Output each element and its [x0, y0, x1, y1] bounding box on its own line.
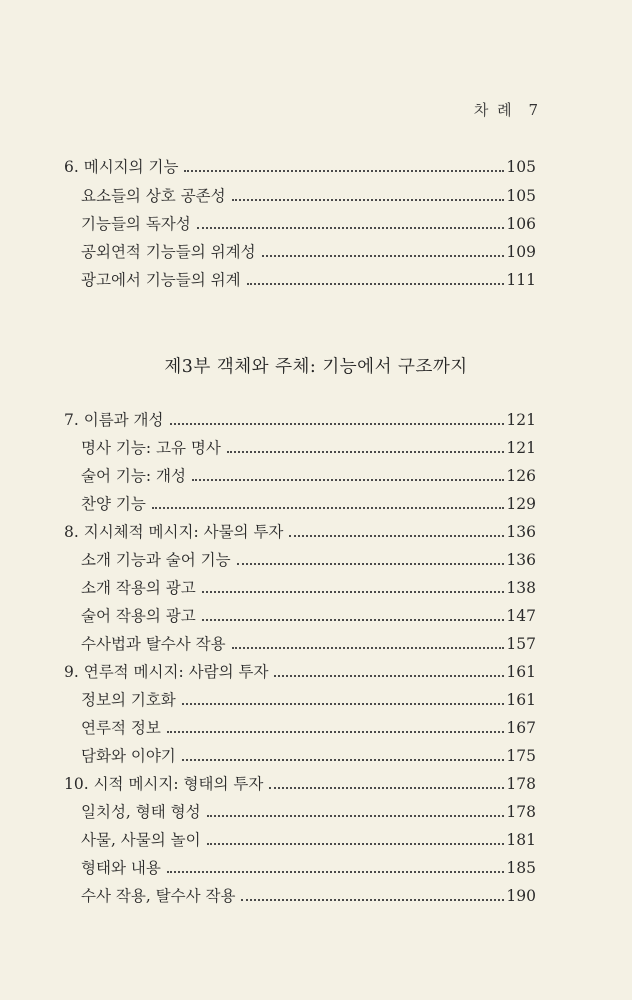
toc-entry-page: 111 [506, 271, 536, 289]
toc-leader-dots [192, 479, 504, 481]
toc-entry-title: 정보의 기호화 [81, 691, 176, 709]
toc-chapter-entry[interactable] [64, 522, 536, 542]
toc-leader-dots [167, 731, 504, 733]
toc-section-entry[interactable] [81, 634, 536, 654]
running-head-page-number: 7 [528, 101, 540, 119]
toc-leader-dots [197, 227, 504, 229]
toc-leader-dots [202, 619, 504, 621]
toc-leader-dots [170, 423, 504, 425]
toc-leader-dots [152, 507, 504, 509]
toc-leader-dots [202, 591, 504, 593]
toc-section-entry[interactable] [81, 802, 536, 822]
toc-entry-page: 185 [506, 859, 536, 877]
toc-section-entry[interactable] [81, 690, 536, 710]
toc-entry-title: 일치성, 형태 형성 [81, 803, 201, 821]
toc-leader-dots [184, 170, 504, 172]
toc-entry-title: 공외연적 기능들의 위계성 [81, 243, 256, 261]
toc-entry-title: 형태와 내용 [81, 859, 161, 877]
toc-entry-page: 129 [506, 495, 536, 513]
toc-entry-page: 121 [506, 411, 536, 429]
toc-entry-page: 147 [506, 607, 536, 625]
toc-leader-dots [232, 647, 504, 649]
toc-entry-title: 사물, 사물의 놀이 [81, 831, 201, 849]
running-head [474, 99, 540, 120]
toc-entry-page: 190 [506, 887, 536, 905]
toc-entry-title: 소개 기능과 술어 기능 [81, 551, 231, 569]
toc-entry-page: 106 [506, 215, 536, 233]
toc-section-entry[interactable] [81, 746, 536, 766]
toc-entry-page: 178 [506, 803, 536, 821]
toc-entry-page: 167 [506, 719, 536, 737]
toc-section-entry[interactable] [81, 718, 536, 738]
toc-chapter-entry[interactable] [64, 410, 536, 430]
toc-section-entry[interactable] [81, 886, 536, 906]
toc-leader-dots [289, 535, 504, 537]
toc-entry-title: 6. 메시지의 기능 [64, 158, 179, 176]
toc-entry-page: 178 [506, 775, 536, 793]
toc-entry-title: 소개 작용의 광고 [81, 579, 196, 597]
toc-section-entry[interactable] [81, 550, 536, 570]
toc-section-entry[interactable] [81, 186, 536, 206]
toc-entry-page: 105 [506, 158, 536, 176]
toc-entry-title: 명사 기능: 고유 명사 [81, 439, 221, 457]
toc-entry-page: 126 [506, 467, 536, 485]
toc-entry-page: 105 [506, 187, 536, 205]
toc-section-entry[interactable] [81, 494, 536, 514]
toc-leader-dots [182, 703, 504, 705]
toc-entry-title: 기능들의 독자성 [81, 215, 191, 233]
toc-entry-title: 10. 시적 메시지: 형태의 투자 [64, 775, 264, 793]
toc-section-entry[interactable] [81, 578, 536, 598]
toc-leader-dots [247, 283, 504, 285]
toc-leader-dots [227, 451, 504, 453]
toc-entry-page: 175 [506, 747, 536, 765]
toc-section-entry[interactable] [81, 830, 536, 850]
toc-entry-page: 161 [506, 663, 536, 681]
toc-entry-title: 9. 연루적 메시지: 사람의 투자 [64, 663, 269, 681]
toc-leader-dots [237, 563, 504, 565]
toc-entry-title: 8. 지시체적 메시지: 사물의 투자 [64, 523, 284, 541]
toc-entry-title: 술어 작용의 광고 [81, 607, 196, 625]
toc-entry-title: 수사 작용, 탈수사 작용 [81, 887, 236, 905]
toc-entry-page: 136 [506, 551, 536, 569]
toc-section-entry[interactable] [81, 606, 536, 626]
toc-entry-page: 109 [506, 243, 536, 261]
toc-entry-title: 광고에서 기능들의 위계 [81, 271, 241, 289]
toc-entry-page: 138 [506, 579, 536, 597]
toc-leader-dots [232, 199, 504, 201]
toc-section-entry[interactable] [81, 242, 536, 262]
toc-leader-dots [274, 675, 504, 677]
toc-entry-page: 157 [506, 635, 536, 653]
toc-entry-title: 연루적 정보 [81, 719, 161, 737]
toc-leader-dots [262, 255, 504, 257]
toc-leader-dots [182, 759, 504, 761]
toc-section-entry[interactable] [81, 438, 536, 458]
toc-entry-title: 담화와 이야기 [81, 747, 176, 765]
part-heading: 제3부 객체와 주체: 기능에서 구조까지 [164, 357, 468, 377]
toc-section-entry[interactable] [81, 466, 536, 486]
toc-entry-title: 요소들의 상호 공존성 [81, 187, 226, 205]
toc-entry-page: 136 [506, 523, 536, 541]
toc-leader-dots [241, 899, 504, 901]
toc-entry-page: 161 [506, 691, 536, 709]
toc-leader-dots [269, 787, 504, 789]
toc-entry-page: 121 [506, 439, 536, 457]
toc-chapter-entry[interactable] [64, 774, 536, 794]
toc-entry-title: 7. 이름과 개성 [64, 411, 164, 429]
toc-entry-title: 수사법과 탈수사 작용 [81, 635, 226, 653]
running-head-section: 차 례 [473, 101, 514, 119]
toc-chapter-entry[interactable] [64, 157, 536, 177]
toc-section-entry[interactable] [81, 858, 536, 878]
toc-entry-title: 술어 기능: 개성 [81, 467, 186, 485]
toc-chapter-entry[interactable] [64, 662, 536, 682]
toc-section-entry[interactable] [81, 270, 536, 290]
toc-leader-dots [207, 815, 504, 817]
toc-leader-dots [167, 871, 504, 873]
toc-entry-page: 181 [506, 831, 536, 849]
toc-entry-title: 찬양 기능 [81, 495, 146, 513]
toc-section-entry[interactable] [81, 214, 536, 234]
toc-leader-dots [207, 843, 504, 845]
